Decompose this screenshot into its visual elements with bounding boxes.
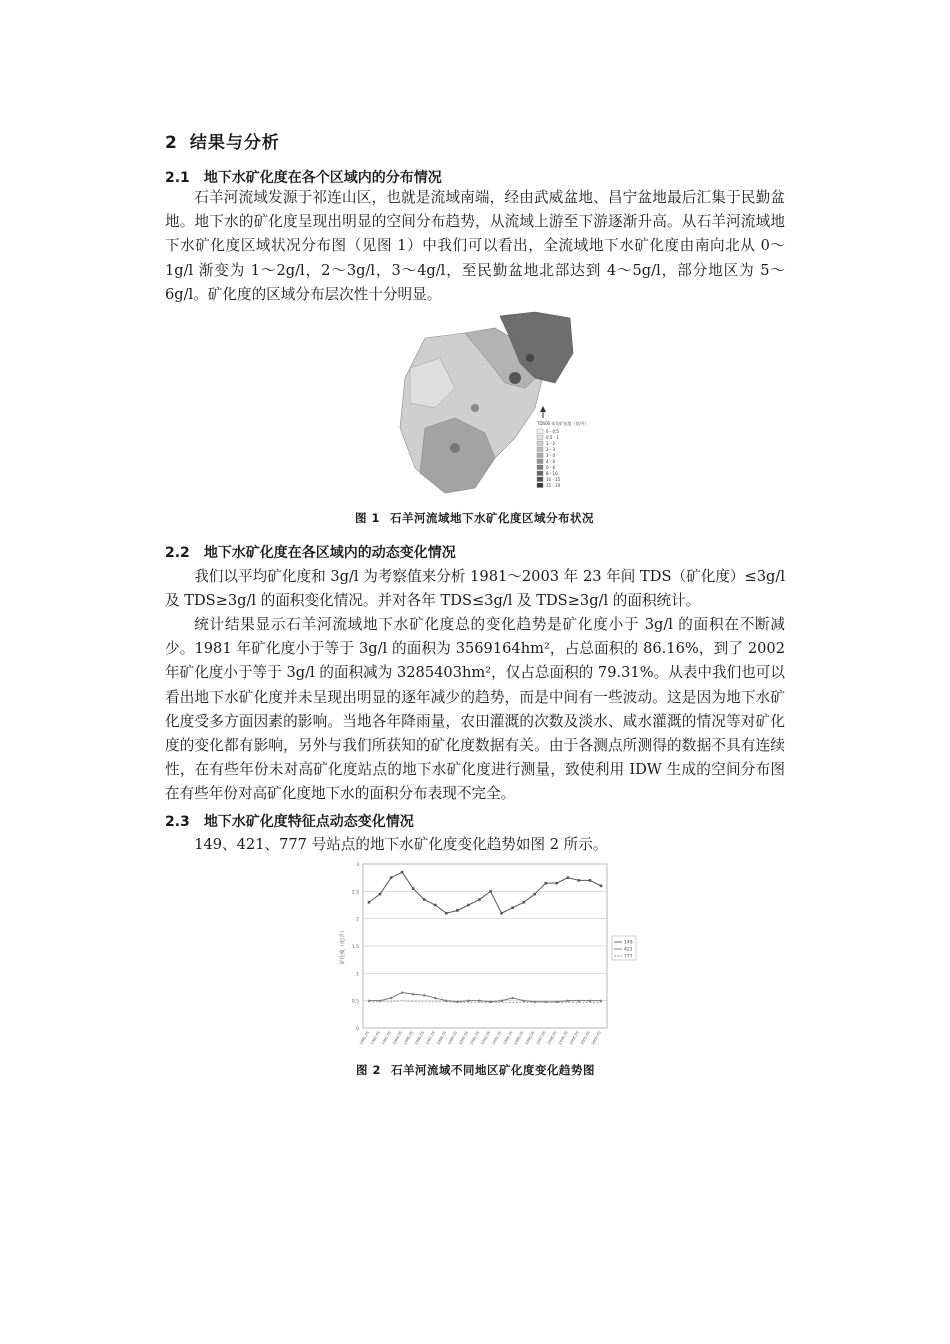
figure-1-map — [395, 308, 595, 498]
x-tick-label: 1983.05 — [381, 1030, 392, 1046]
y-tick-label: 2.5 — [351, 890, 359, 896]
data-point-149 — [423, 898, 426, 901]
y-tick-label: 3 — [356, 863, 359, 868]
legend-swatch — [537, 441, 543, 446]
data-point-149 — [533, 893, 536, 896]
legend-label: 421 — [624, 947, 633, 953]
legend-label: 15 - 20 — [546, 483, 561, 488]
y-tick-label: 0 — [356, 1027, 359, 1032]
figure-2-caption — [356, 1062, 595, 1078]
x-tick-label: 1982.05 — [370, 1030, 381, 1046]
x-tick-label: 1998.05 — [546, 1030, 558, 1046]
figure-1-caption-number: 图 1 — [355, 511, 381, 525]
subsection-number: 2.1 — [165, 170, 190, 186]
legend-title: TDS00 年均矿化度（克/升） — [537, 421, 589, 426]
data-point-149 — [589, 879, 592, 882]
legend-label: 4 - 6 — [546, 459, 556, 464]
legend-swatch — [537, 459, 543, 464]
chart-legend — [612, 936, 636, 960]
legend-swatch — [537, 453, 543, 458]
figure-2-caption-text: 石羊河流域不同地区矿化度变化趋势图 — [391, 1063, 596, 1077]
x-tick-label: 1995.05 — [513, 1030, 525, 1046]
data-point-149 — [379, 893, 382, 896]
x-tick-label: 1985.05 — [403, 1030, 415, 1046]
figure-2-chart — [335, 858, 640, 1056]
x-tick-label: 1981.05 — [358, 1030, 370, 1046]
legend-swatch — [537, 429, 543, 434]
x-tick-label: 1986.05 — [414, 1030, 426, 1046]
x-tick-label: 2000.05 — [568, 1030, 580, 1046]
paragraph-2-2-a: 我们以平均矿化度和 3g/l 为考察值来分析 1981～2003 年 23 年间 TDS（矿化度）≤3g/l 及 TDS≥3g/l 的面积变化情况。并对各年 TDS≤3g/l 及 TDS≥3g/l 的面积统计。 — [165, 568, 785, 610]
x-tick-label: 2002.05 — [590, 1030, 602, 1046]
section-heading — [165, 128, 280, 153]
data-point-149 — [445, 912, 448, 915]
x-tick-label: 1997.05 — [535, 1030, 547, 1046]
data-point-149 — [578, 879, 581, 882]
x-tick-label: 1988.05 — [436, 1030, 448, 1046]
data-point-149 — [456, 909, 459, 912]
subsection-number: 2.2 — [165, 545, 190, 561]
north-arrow — [540, 406, 546, 418]
legend-swatch — [537, 483, 543, 488]
paragraph-2-3: 149、421、777 号站点的地下水矿化度变化趋势如图 2 所示。 — [194, 836, 608, 853]
subsection-title: 地下水矿化度在各区域内的动态变化情况 — [203, 545, 456, 561]
figure-1-caption — [355, 510, 594, 526]
legend-swatch — [537, 477, 543, 482]
legend-label: 10 - 15 — [546, 477, 561, 482]
legend-label: 0 - 0.5 — [546, 429, 559, 434]
subsection-heading-2-3 — [165, 811, 414, 831]
x-tick-label: 1989.05 — [447, 1030, 459, 1046]
data-point-149 — [511, 906, 514, 909]
paragraph-2-1: 石羊河流域发源于祁连山区，也就是流域南端，经由武威盆地、昌宁盆地最后汇集于民勤盆地。地下水的矿化度呈现出明显的空间分布趋势，从流域上游至下游逐渐升高。从石羊河流域地下水矿化度区域状况分布图（见图 1）中我们可以看出，全流域地下水矿化度由南向北从 0～1g/l 渐变为 1～2g/l，2～3g/l，3～4g/l，至民勤盆地北部达到 4～5g/l，部分地区为 5～6g/l。矿化度的区域分布层次性十分明显。 — [165, 189, 785, 303]
legend-label: 1 - 2 — [546, 441, 556, 446]
y-axis-label: 矿化度（克/升） — [340, 927, 346, 965]
legend-label: 777 — [624, 954, 633, 960]
legend-swatch — [537, 465, 543, 470]
data-point-149 — [368, 901, 371, 904]
map-patch — [471, 404, 479, 412]
x-tick-label: 1991.05 — [469, 1030, 481, 1046]
data-point-149 — [390, 876, 393, 879]
x-tick-label: 1987.05 — [425, 1030, 437, 1046]
data-point-149 — [467, 904, 470, 907]
y-tick-label: 2 — [356, 917, 359, 923]
data-point-149 — [489, 890, 492, 893]
x-tick-label: 1990.05 — [458, 1030, 470, 1046]
x-tick-label: 1996.05 — [524, 1030, 536, 1046]
subsection-title: 地下水矿化度特征点动态变化情况 — [203, 814, 414, 830]
map-patch — [450, 443, 460, 453]
legend-swatch — [537, 471, 543, 476]
data-point-149 — [401, 871, 404, 874]
x-tick-label: 1994.05 — [502, 1030, 514, 1046]
data-point-149 — [478, 898, 481, 901]
legend-label: 2 - 3 — [546, 447, 556, 452]
legend-swatch — [537, 435, 543, 440]
x-tick-label: 2001.05 — [579, 1030, 591, 1046]
subsection-heading-2-1 — [165, 167, 442, 187]
x-tick-label: 1984.05 — [392, 1030, 404, 1046]
paragraph-2-2-b: 统计结果显示石羊河流域地下水矿化度总的变化趋势是矿化度小于 3g/l 的面积在不断减少。1981 年矿化度小于等于 3g/l 的面积为 3569164hm²，占总面积的 86.16%，到了 2002 年矿化度小于等于 3g/l 的面积减为 3285403hm²，仅占总面积的 79.31%。从表中我们也可以看出地下水矿化度并未呈现出明显的逐年减少的趋势，而是中间有一些波动。这是因为地下水矿化度受多方面因素的影响。当地各年降雨量，农田灌溉的次数及淡水、咸水灌溉的情况等对矿化度的变化都有影响，另外与我们所获知的矿化度数据有关。由于各测点所测得的数据不具有连续性，在有些年份未对高矿化度站点的地下水矿化度进行测量，致使利用 IDW 生成的空间分布图在有些年份对高矿化度地下水的面积分布表现不完全。 — [165, 616, 785, 803]
data-point-149 — [412, 887, 415, 890]
data-point-149 — [600, 885, 603, 888]
legend-label: 8 - 10 — [546, 471, 558, 476]
legend-label: 6 - 8 — [546, 465, 556, 470]
x-tick-label: 1992.05 — [480, 1030, 492, 1046]
legend-label: 0.5 - 1 — [546, 435, 559, 440]
figure-2-caption-number: 图 2 — [356, 1063, 382, 1077]
x-tick-label: 1999.05 — [557, 1030, 569, 1046]
legend-swatch — [537, 447, 543, 452]
data-point-149 — [500, 912, 503, 915]
subsection-heading-2-2 — [165, 542, 456, 562]
data-point-149 — [556, 882, 559, 885]
map-patch — [509, 372, 521, 384]
section-title: 结果与分析 — [189, 133, 280, 153]
legend-label: 3 - 4 — [546, 453, 556, 458]
y-tick-label: 0.5 — [351, 999, 359, 1005]
x-tick-label: 1993.05 — [491, 1030, 503, 1046]
subsection-title: 地下水矿化度在各个区域内的分布情况 — [203, 170, 442, 186]
data-point-149 — [522, 901, 525, 904]
legend-label: 149 — [624, 940, 633, 946]
subsection-number: 2.3 — [165, 814, 190, 830]
data-point-149 — [434, 904, 437, 907]
y-tick-label: 1 — [356, 972, 359, 978]
figure-1-caption-text: 石羊河流域地下水矿化度区域分布状况 — [390, 511, 595, 525]
section-number: 2 — [165, 133, 178, 153]
y-tick-label: 1.5 — [351, 945, 359, 950]
data-point-149 — [567, 876, 570, 879]
data-point-149 — [544, 882, 547, 885]
map-legend — [537, 429, 561, 488]
map-patch — [526, 354, 534, 362]
